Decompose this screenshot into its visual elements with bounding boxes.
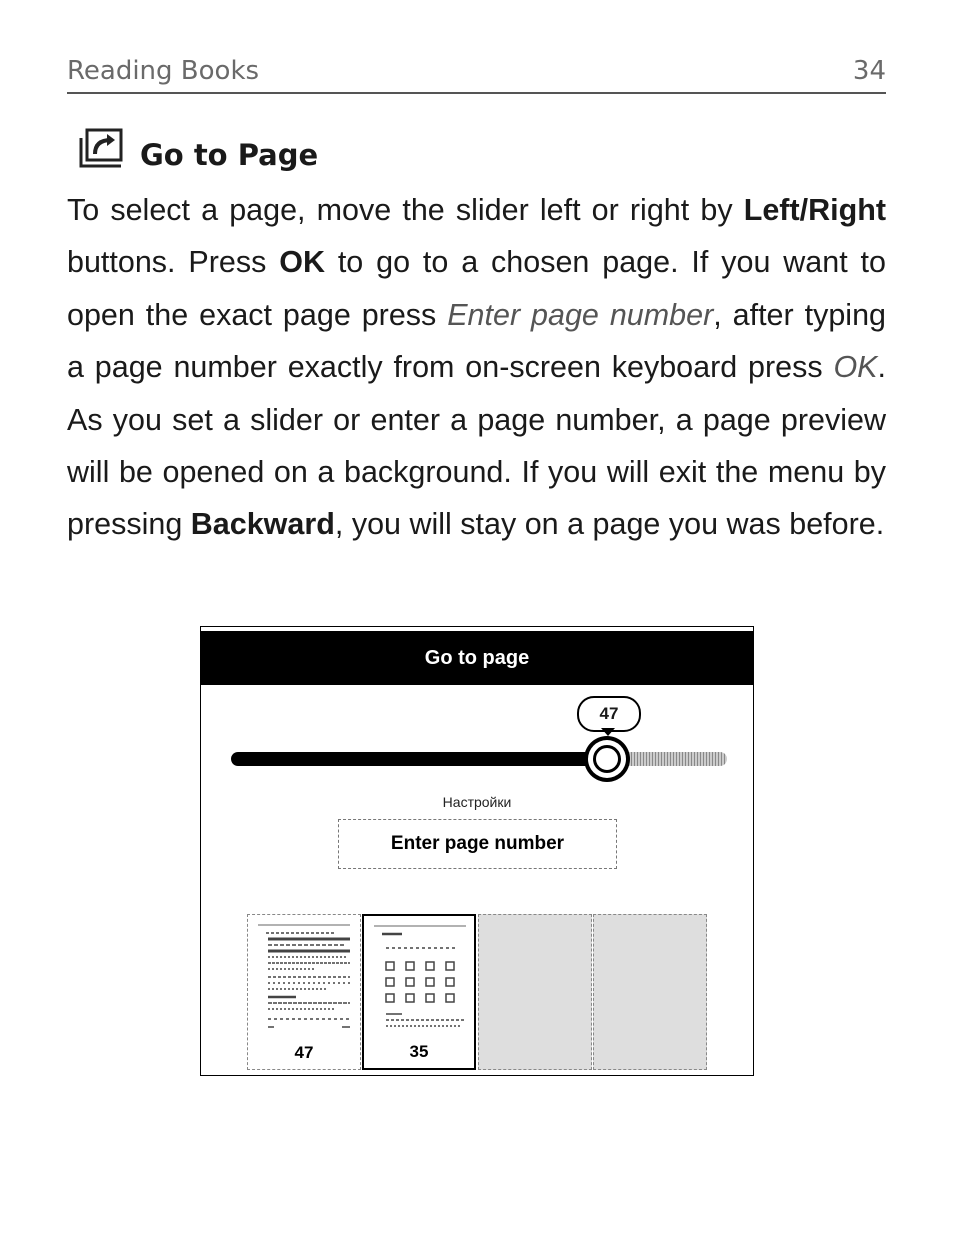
key-ok: OK [279, 245, 325, 280]
page-thumbnail-empty [593, 914, 707, 1070]
body-paragraph [67, 184, 886, 551]
section-title: Reading Books [67, 56, 260, 86]
page-thumbnail[interactable] [247, 914, 361, 1070]
settings-label: Настройки [442, 794, 512, 810]
text-run: To select a page, move the slider left or right by [67, 193, 744, 227]
page-previews [247, 914, 708, 1070]
running-header [67, 56, 886, 94]
page-thumbnail[interactable] [362, 914, 476, 1070]
text-run: , after typing a page number exactly from on-screen keyboard press [67, 297, 886, 385]
book-arrow-icon [77, 128, 125, 170]
heading-title: Go to Page [140, 138, 319, 172]
page-number: 34 [852, 56, 886, 86]
text-run: . As you set a slider or enter a page number, a page preview will be opened on a background. If you will exit the menu by pressing [67, 350, 886, 542]
page-icons-preview [372, 924, 468, 1042]
dialog-title: Go to page [424, 647, 530, 669]
slider-knob[interactable] [584, 736, 630, 782]
enter-page-number-button[interactable]: Enter page number [338, 819, 617, 869]
thumbnail-page-number: 47 [294, 1043, 314, 1062]
text-run: to go to a chosen page. If you want to open the exact page press [67, 245, 886, 332]
text-run: , you will stay on a page you was before. [334, 507, 885, 542]
thumbnail-page-number: 35 [409, 1042, 429, 1061]
keyboard-ok: OK [833, 350, 878, 385]
key-left-right: Left/Right [743, 193, 886, 227]
slider-track-filled[interactable] [231, 752, 607, 766]
page-thumbnail-empty [478, 914, 592, 1070]
dialog-titlebar [201, 631, 753, 685]
knob-center [593, 745, 621, 773]
page-text-preview [256, 923, 352, 1041]
menu-item-enter-page-number: Enter page number [447, 297, 714, 332]
text-run: buttons. Press [67, 245, 280, 280]
device-screenshot [200, 626, 754, 1076]
key-backward: Backward [190, 507, 335, 542]
slider-value-bubble: 47 [577, 696, 641, 732]
bubble-pointer [601, 728, 615, 736]
